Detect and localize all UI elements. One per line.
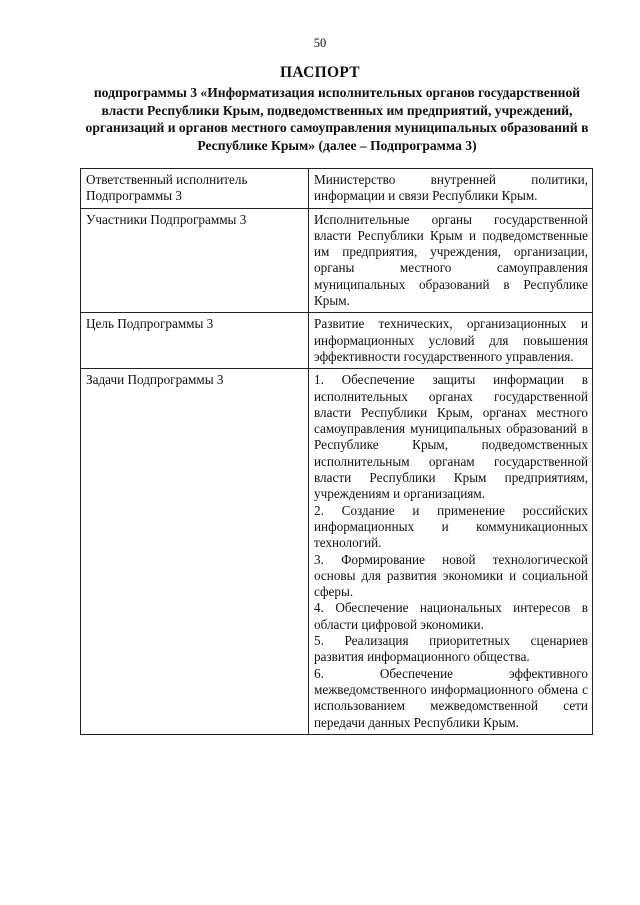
row-label-tasks: Задачи Подпрограммы 3: [81, 369, 309, 735]
task-item-6: 6. Обеспечение эффективного межведомственного информационного обмена с использованием межведомственной сети передачи данных Республики Крым.: [314, 665, 588, 730]
value-paragraph: Исполнительные органы государственной власти Республики Крым и подведомственные им предприятия, учреждения, организации, органы местного самоуправления муниципальных образований в Республике Крым.: [314, 211, 588, 309]
row-label-participants: Участники Подпрограммы 3: [81, 208, 309, 313]
table-row: [81, 208, 593, 313]
row-value-responsible: [309, 169, 593, 209]
table-row: [81, 313, 593, 369]
task-item-5: 5. Реализация приоритетных сценариев развития информационного общества.: [314, 633, 588, 665]
row-label-goal: Цель Подпрограммы 3: [81, 313, 309, 369]
passport-table: [80, 168, 593, 735]
task-item-2: 2. Создание и применение российских информационных и коммуникационных технологий.: [314, 502, 588, 551]
task-item-3: 3. Формирование новой технологической основы для развития экономики и социальной сферы.: [314, 551, 588, 600]
document-title: ПАСПОРТ: [280, 64, 360, 81]
task-item-4: 4. Обеспечение национальных интересов в области цифровой экономики.: [314, 600, 588, 632]
page-number: 50: [313, 36, 327, 50]
task-item-1: 1. Обеспечение защиты информации в исполнительных органах государственной власти Республики Крым, органах местного самоуправления муниципальных образований в Республике Крым, подведомственных исполнительным органам государственной власти Республики Крым предприятиям, учреждениям и организациям.: [314, 372, 588, 502]
table-row: [81, 369, 593, 735]
value-paragraph: Развитие технических, организационных и информационных условий для повышения эффективности государственного управления.: [314, 316, 588, 364]
document-subtitle: подпрограммы 3 «Информатизация исполнительных органов государственной власти Республики Крым, подведомственных им предприятий, учреждений, организаций и органов местного самоуправления муниципальных образований в Республике Крым» (далее – Подпрограмма 3): [85, 85, 589, 153]
row-value-tasks: [309, 369, 593, 735]
table-row: [81, 169, 593, 209]
row-value-goal: [309, 313, 593, 369]
value-paragraph: Министерство внутренней политики, информации и связи Республики Крым.: [314, 172, 588, 204]
row-value-participants: [309, 208, 593, 313]
row-label-responsible: Ответственный исполнитель Подпрограммы 3: [81, 169, 309, 209]
